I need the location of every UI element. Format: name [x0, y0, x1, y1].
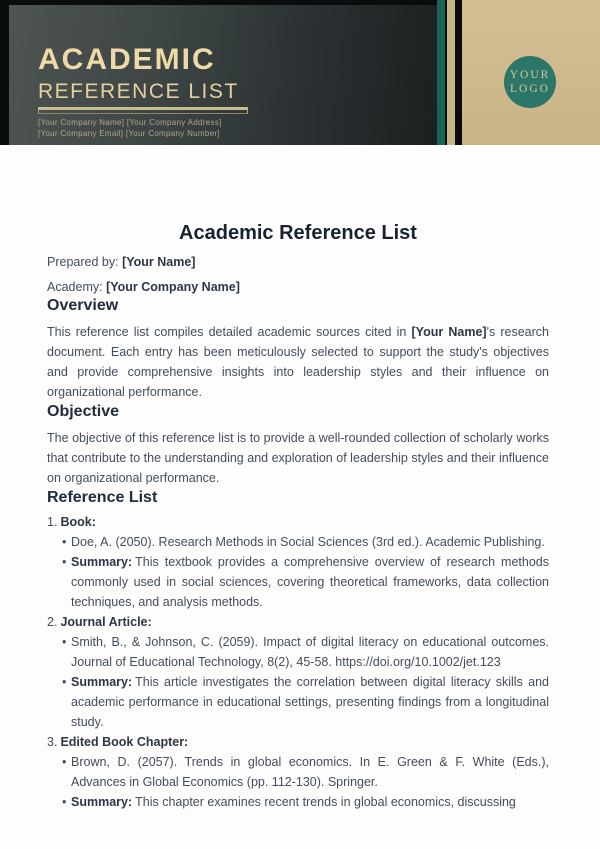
bullet-dot-icon: • [62, 675, 67, 689]
summary-body: This chapter examines recent trends in global economics, discussing [135, 795, 516, 809]
prepared-by-value: [Your Name] [122, 255, 196, 269]
tan-accent-stripe [447, 0, 455, 145]
black-accent-stripe [455, 0, 462, 145]
logo-text-line2: LOGO [510, 82, 550, 95]
reference-item-type: Book: [60, 515, 96, 529]
overview-text-before: This reference list compiles detailed academic sources cited in [47, 325, 412, 339]
summary-bullet [62, 672, 549, 732]
academy-label: Academy: [47, 280, 103, 294]
academy-value: [Your Company Name] [106, 280, 240, 294]
reference-item-type: Edited Book Chapter: [60, 735, 189, 749]
bullet-dot-icon: • [62, 795, 67, 809]
reference-item-bullets [47, 632, 549, 732]
bullet-dot-icon: • [62, 555, 67, 569]
overview-paragraph [47, 322, 549, 402]
header-banner [0, 0, 600, 145]
banner-gray-panel [9, 5, 437, 145]
reference-item-header [47, 612, 549, 632]
reference-item-number: 3. [47, 735, 58, 749]
summary-label: Summary: [71, 555, 133, 569]
summary-bullet [62, 552, 549, 612]
logo-panel [462, 0, 600, 145]
reference-list [47, 512, 549, 812]
reference-item-bullets [47, 532, 549, 612]
citation-bullet [62, 532, 549, 552]
overview-text-after: 's research document. Each entry has been meticulously selected to support the study's objectives and provide comprehensive insights into leadership styles and their influence on organizational performance. [47, 325, 549, 399]
banner-subtitle: REFERENCE LIST [38, 80, 239, 103]
logo-text-line1: YOUR [509, 68, 551, 81]
summary-text [71, 552, 549, 612]
company-info [38, 117, 437, 139]
summary-label: Summary: [71, 675, 133, 689]
citation-text: Brown, D. (2057). Trends in global economics. In E. Green & F. White (Eds.), Advances in Global Economics (pp. 112-130). Springer. [71, 755, 549, 789]
citation-bullet [62, 752, 549, 792]
summary-bullet [62, 792, 549, 812]
prepared-by-line [47, 253, 549, 271]
company-info-line2: [Your Company Email] [Your Company Number] [38, 129, 220, 138]
reference-list-heading: Reference List [47, 489, 158, 506]
company-info-line1: [Your Company Name] [Your Company Address] [38, 118, 222, 127]
page-title: Academic Reference List [179, 222, 417, 244]
overview-heading: Overview [47, 297, 119, 314]
summary-label: Summary: [71, 795, 133, 809]
summary-body: This article investigates the correlation between digital literacy skills and academic performance in educational settings, presenting findings from a longitudinal study. [71, 675, 549, 729]
objective-heading: Objective [47, 403, 120, 420]
reference-item-bullets [47, 752, 549, 812]
reference-item-type: Journal Article: [60, 615, 152, 629]
document-body [0, 221, 600, 812]
reference-item-1 [47, 512, 549, 612]
reference-item-2 [47, 612, 549, 732]
overview-text-bold: [Your Name] [411, 325, 487, 339]
summary-text [71, 672, 549, 732]
banner-title: ACADEMIC [38, 43, 216, 76]
summary-body: This textbook provides a comprehensive overview of research methods commonly used in social sciences, covering theoretical frameworks, data collection techniques, and analysis methods. [71, 555, 549, 609]
reference-item-header [47, 732, 549, 752]
prepared-by-label: Prepared by: [47, 255, 119, 269]
reference-item-number: 1. [47, 515, 58, 529]
banner-separator-line [38, 107, 248, 114]
summary-text [71, 792, 549, 812]
academy-line [47, 278, 549, 296]
logo-placeholder-circle [504, 56, 556, 108]
citation-bullet [62, 632, 549, 672]
objective-paragraph: The objective of this reference list is to provide a well-rounded collection of scholarly works that contribute to the understanding and exploration of leadership styles and their influence on organizational performance. [47, 431, 549, 485]
teal-accent-stripe [437, 0, 445, 145]
citation-text: Doe, A. (2050). Research Methods in Social Sciences (3rd ed.). Academic Publishing. [71, 535, 545, 549]
reference-item-header [47, 512, 549, 532]
reference-item-3 [47, 732, 549, 812]
bullet-dot-icon: • [62, 635, 67, 649]
banner-text-block [9, 5, 437, 139]
citation-text: Smith, B., & Johnson, C. (2059). Impact of digital literacy on educational outcomes. Journal of Educational Technology, 8(2), 45-58. https://doi.org/10.1002/jet.123 [71, 635, 549, 669]
reference-item-number: 2. [47, 615, 58, 629]
bullet-dot-icon: • [62, 755, 67, 769]
bullet-dot-icon: • [62, 535, 67, 549]
